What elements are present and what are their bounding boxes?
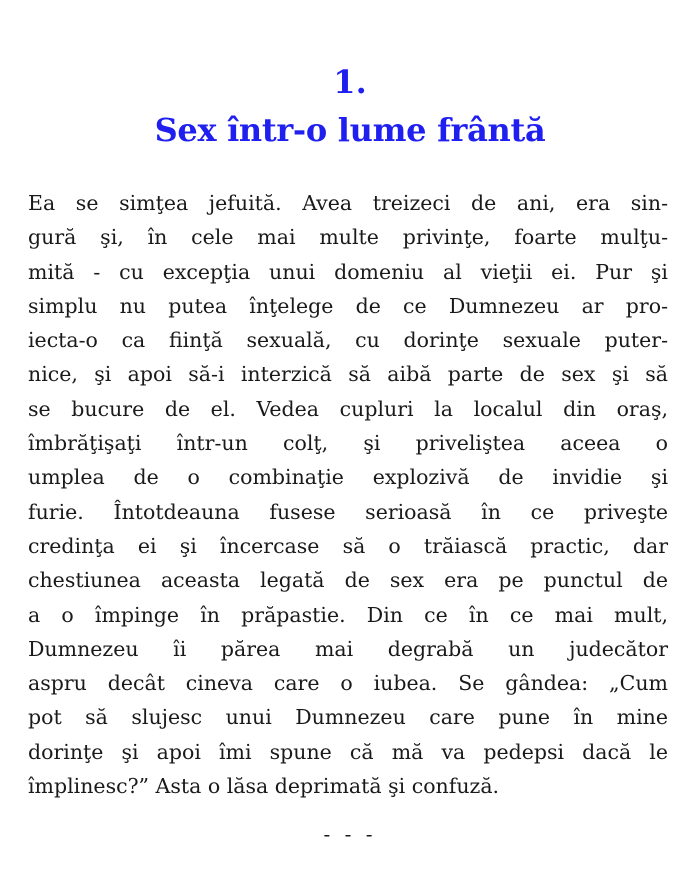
text-line: împlinesc?” Asta o lăsa deprimată şi confuză. (28, 774, 500, 799)
text-line: mită - cu excepţia unui domeniu al vieţii ei. Pur şi (28, 259, 668, 284)
text-line: chestiunea aceasta legată de sex era pe punctul de (28, 568, 668, 593)
text-line: dorinţe şi apoi îmi spune că mă va pedepsi dacă le (28, 739, 668, 764)
text-line: credinţa ei şi încercase să o trăiască practic, dar (28, 533, 668, 558)
body-paragraph (28, 186, 668, 803)
text-line: îmbrăţişaţi într-un colţ, şi priveliştea aceea o (28, 431, 668, 456)
text-line: simplu nu putea înţelege de ce Dumnezeu ar pro- (28, 293, 668, 318)
text-line: Ea se simţea jefuită. Avea treizeci de ani, era sin- (28, 191, 668, 215)
text-line: iecta-o ca fiinţă sexuală, cu dorinţe sexuale puter- (28, 328, 668, 353)
text-line: a o împinge în prăpastie. Din ce în ce mai mult, (28, 602, 668, 627)
text-line: furie. Întotdeauna fusese serioasă în ce priveşte (28, 499, 668, 524)
text-line: pot să slujesc unui Dumnezeu care pune în mine (28, 705, 668, 730)
text-line: aspru decât cineva care o iubea. Se gândea: „Cum (28, 671, 668, 696)
text-line: se bucure de el. Vedea cupluri la localul din oraş, (28, 396, 668, 421)
chapter-title: Sex într-o lume frântă (154, 111, 546, 149)
text-line: gură şi, în cele mai multe privinţe, foarte mulţu- (28, 225, 668, 250)
text-line: umplea de o combinaţie explozivă de invidie şi (28, 465, 668, 490)
chapter-number: 1. (333, 63, 367, 101)
text-line: nice, şi apoi să-i interzică să aibă parte de sex şi să (28, 362, 668, 387)
text-line: Dumnezeu îi părea mai degrabă un judecător (28, 636, 668, 661)
section-separator: - - - (323, 822, 377, 846)
